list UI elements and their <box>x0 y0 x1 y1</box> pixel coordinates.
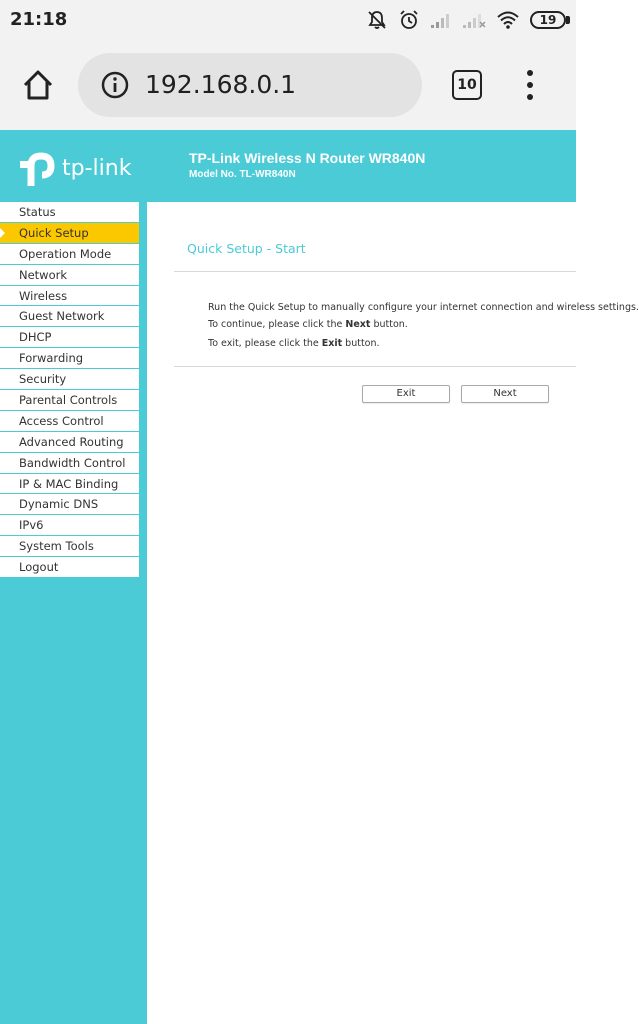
status-time: 21:18 <box>10 9 68 30</box>
sidebar-item-ip-mac-binding[interactable]: IP & MAC Binding <box>0 474 139 495</box>
main-content <box>147 202 639 1024</box>
menu-button[interactable] <box>520 68 540 102</box>
menu-icon <box>527 70 533 76</box>
wifi-icon <box>496 10 520 30</box>
sidebar-item-security[interactable]: Security <box>0 369 139 390</box>
status-icons <box>366 8 566 32</box>
url-text[interactable]: 192.168.0.1 <box>145 70 297 99</box>
sidebar-item-dynamic-dns[interactable]: Dynamic DNS <box>0 494 139 515</box>
sidebar-item-status[interactable]: Status <box>0 202 139 223</box>
tabs-icon: 10 <box>457 77 477 93</box>
next-button[interactable]: Next <box>461 385 549 403</box>
tabs-button[interactable] <box>452 70 482 100</box>
signal-no-service-icon <box>462 11 486 29</box>
sidebar-item-bandwidth-control[interactable]: Bandwidth Control <box>0 453 139 474</box>
divider-bottom <box>174 366 576 367</box>
sidebar-item-system-tools[interactable]: System Tools <box>0 536 139 557</box>
sidebar-item-access-control[interactable]: Access Control <box>0 411 139 432</box>
sidebar <box>0 202 147 1024</box>
router-title: TP-Link Wireless N Router WR840N <box>189 150 426 166</box>
tp-link-logo-icon <box>18 148 58 188</box>
router-header <box>0 130 576 202</box>
tp-link-logo <box>18 148 131 188</box>
router-model: Model No. TL-WR840N <box>189 169 296 180</box>
sidebar-item-parental-controls[interactable]: Parental Controls <box>0 390 139 411</box>
status-bar <box>0 0 576 40</box>
description-line-2: To continue, please click the Next button. <box>208 319 408 330</box>
nav-list <box>0 202 139 578</box>
sidebar-item-quick-setup[interactable]: Quick Setup <box>0 223 139 244</box>
battery-level: 19 <box>539 13 557 27</box>
description-line-3: To exit, please click the Exit button. <box>208 338 380 349</box>
mute-icon <box>366 9 388 31</box>
alarm-icon <box>398 9 420 31</box>
divider-top <box>174 271 576 272</box>
sidebar-item-dhcp[interactable]: DHCP <box>0 327 139 348</box>
sidebar-item-guest-network[interactable]: Guest Network <box>0 306 139 327</box>
exit-keyword: Exit <box>321 338 343 349</box>
home-button[interactable] <box>18 65 58 105</box>
sidebar-item-wireless[interactable]: Wireless <box>0 286 139 307</box>
logo-text: tp-link <box>62 155 132 181</box>
info-icon[interactable] <box>100 70 130 100</box>
signal-icon <box>430 11 452 29</box>
sidebar-item-advanced-routing[interactable]: Advanced Routing <box>0 432 139 453</box>
sidebar-item-ipv6[interactable]: IPv6 <box>0 515 139 536</box>
battery-icon <box>530 11 566 29</box>
home-icon <box>21 68 55 102</box>
exit-button[interactable]: Exit <box>362 385 450 403</box>
description-line-1: Run the Quick Setup to manually configure your internet connection and wireless settings. <box>208 302 639 313</box>
sidebar-item-forwarding[interactable]: Forwarding <box>0 348 139 369</box>
url-bar[interactable] <box>78 53 422 117</box>
sidebar-item-logout[interactable]: Logout <box>0 557 139 578</box>
next-keyword: Next <box>345 319 371 330</box>
sidebar-item-network[interactable]: Network <box>0 265 139 286</box>
browser-toolbar <box>0 40 576 130</box>
sidebar-item-operation-mode[interactable]: Operation Mode <box>0 244 139 265</box>
page-title: Quick Setup - Start <box>187 241 306 256</box>
